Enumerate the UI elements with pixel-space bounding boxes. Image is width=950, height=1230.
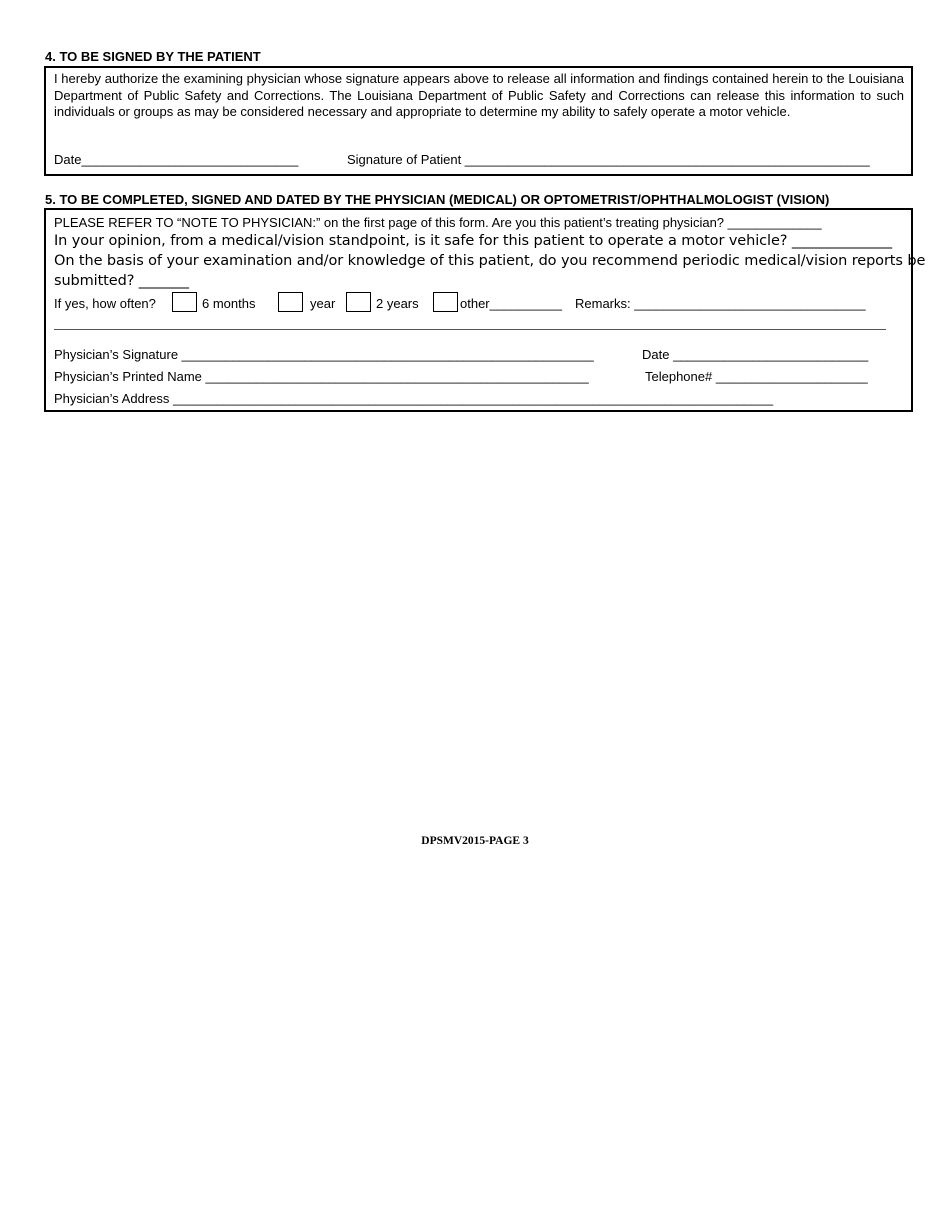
- two-years-checkbox[interactable]: [346, 292, 371, 312]
- six-months-label: 6 months: [202, 296, 256, 311]
- page-footer: DPSMV2015-PAGE 3: [421, 835, 529, 847]
- other-checkbox[interactable]: [433, 292, 458, 312]
- physician-telephone-field[interactable]: Telephone# _____________________: [645, 369, 868, 384]
- year-checkbox[interactable]: [278, 292, 303, 312]
- physician-section-box: [44, 208, 926, 412]
- physician-date-field[interactable]: Date ___________________________: [642, 347, 869, 362]
- patient-authorization-box: [44, 66, 913, 176]
- section-5-heading: 5. TO BE COMPLETED, SIGNED AND DATED BY THE PHYSICIAN (MEDICAL) OR OPTOMETRIST/OPHTHALMOLOGIST (VISION): [45, 192, 830, 207]
- patient-signature-field[interactable]: Signature of Patient ________________________________________________________: [347, 152, 870, 167]
- patient-date-field[interactable]: Date______________________________: [54, 152, 299, 167]
- two-years-label: 2 years: [376, 296, 419, 311]
- periodic-reports-answer[interactable]: submitted? _______: [54, 273, 189, 289]
- other-field[interactable]: other__________: [460, 296, 562, 311]
- remarks-field[interactable]: Remarks: ________________________________: [575, 296, 866, 311]
- authorization-paragraph: I hereby authorize the examining physician whose signature appears above to release all information and findings contained herein to the Louisiana Department of Public Safety and Corrections. The Louisiana Department of Public Safety and Corrections can release this information to such individuals or groups as may be considered necessary and appropriate to determine my ability to safely operate a motor vehicle.: [54, 71, 904, 119]
- periodic-reports-question: On the basis of your examination and/or knowledge of this patient, do you recommend periodic medical/vision reports be: [54, 253, 926, 269]
- treating-physician-question[interactable]: PLEASE REFER TO “NOTE TO PHYSICIAN:” on the first page of this form. Are you this patient’s treating physician? _____________: [54, 215, 822, 230]
- six-months-checkbox[interactable]: [172, 292, 197, 312]
- physician-signature-field[interactable]: Physician’s Signature _________________________________________________________: [54, 347, 594, 362]
- remarks-continuation-line[interactable]: [54, 329, 886, 330]
- physician-address-field[interactable]: Physician’s Address ___________________________________________________________________________________: [54, 391, 774, 406]
- physician-printed-name-field[interactable]: Physician’s Printed Name _____________________________________________________: [54, 369, 589, 384]
- safe-to-drive-question[interactable]: In your opinion, from a medical/vision standpoint, is it safe for this patient to operate a motor vehicle? ______________: [54, 233, 892, 249]
- year-label: year: [310, 296, 336, 311]
- section-4-heading: 4. TO BE SIGNED BY THE PATIENT: [45, 49, 261, 64]
- how-often-label: If yes, how often?: [54, 296, 156, 311]
